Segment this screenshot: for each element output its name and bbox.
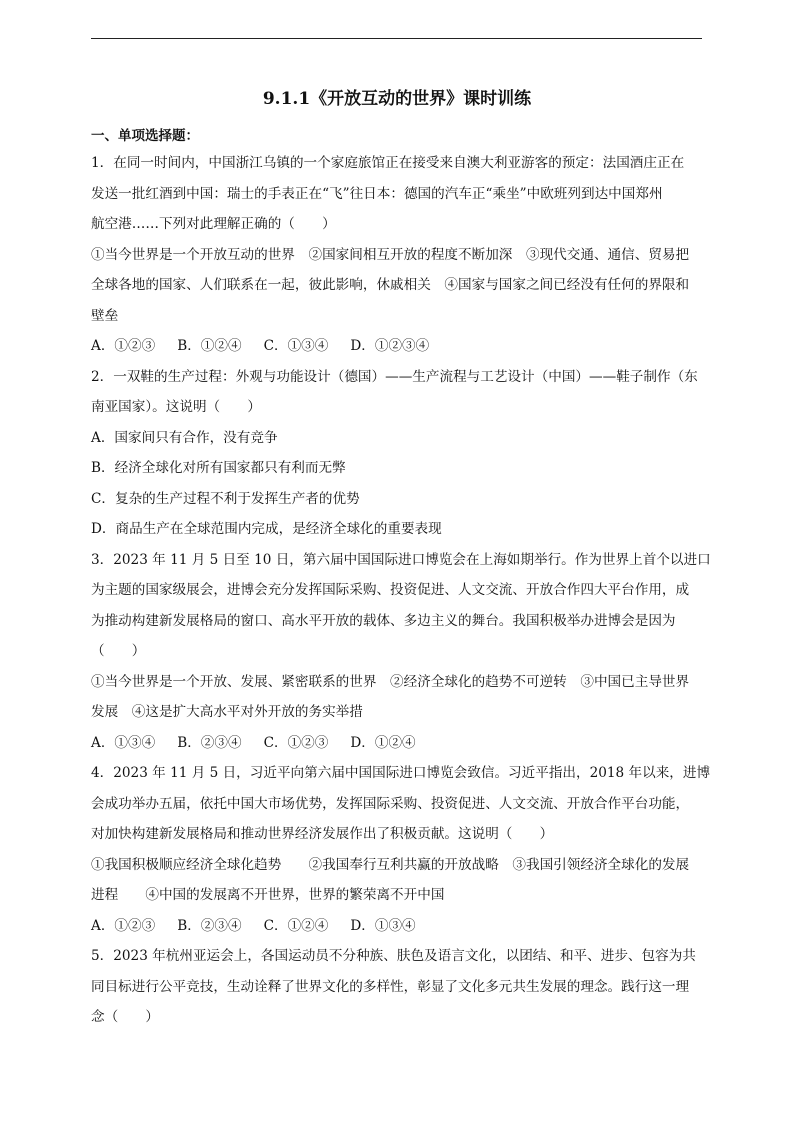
- option-c: C．①②③: [263, 734, 329, 751]
- question-line: 全球各地的国家、人们联系在一起，彼此影响，休戚相关 ④国家与国家之间已经没有任何的界限和: [91, 277, 690, 293]
- question-line: 发展 ④这是扩大高水平对外开放的务实举措: [91, 704, 363, 720]
- question-line: 2．一双鞋的生产过程：外观与功能设计（德国）——生产流程与工艺设计（中国）——鞋子制作（东: [91, 368, 698, 385]
- question-line: ①当今世界是一个开放、发展、紧密联系的世界 ②经济全球化的趋势不可逆转 ③中国已主导世界: [91, 673, 690, 690]
- question-line: 发送一批红酒到中国：瑞士的手表正在“飞”往日本：德国的汽车正“乘坐”中欧班列到达中国郑州: [91, 185, 663, 202]
- answer-options: [91, 728, 703, 759]
- option-d: D．①②④: [350, 734, 416, 751]
- question-1: [91, 148, 703, 362]
- question-line: 进程 ④中国的发展离不开世界，世界的繁荣离不开中国: [91, 887, 445, 903]
- option-d: D．①③④: [350, 917, 416, 934]
- question-line: 会成功举办五届，依托中国大市场优势，发挥国际采购、投资促进、人文交流、开放合作平台功能，: [91, 795, 690, 812]
- header-rule: [91, 38, 702, 39]
- page-title: 9.1.1《开放互动的世界》课时训练: [262, 89, 532, 109]
- option-a: A．①③④: [91, 734, 156, 751]
- option-d: D．①②③④: [350, 338, 430, 354]
- question-line: 航空港……下列对此理解正确的（ ）: [91, 216, 336, 232]
- option-a: A．①②③: [91, 338, 156, 354]
- question-line: 壁垒: [91, 307, 119, 324]
- option-b: B．①②④: [177, 338, 242, 354]
- question-5: [91, 941, 703, 1033]
- option-c: C．①②④: [263, 917, 329, 934]
- question-list: [91, 148, 711, 1033]
- option-b: B．②③④: [177, 917, 242, 934]
- option-c: C．①③④: [263, 338, 329, 354]
- question-line: 3．2023 年 11 月 5 日至 10 日，第六届中国国际进口博览会在上海如期举行。作为世界上首个以进口: [91, 551, 711, 568]
- question-line: 为推动构建新发展格局的窗口、高水平开放的载体、多边主义的舞台。我国积极举办进博会是因为: [91, 612, 676, 629]
- option-d: D．商品生产在全球范围内完成，是经济全球化的重要表现: [91, 521, 442, 537]
- answer-options: [91, 331, 703, 362]
- question-2: [91, 362, 703, 545]
- question-line: （ ）: [91, 643, 146, 659]
- question-line: 4．2023 年 11 月 5 日，习近平向第六届中国国际进口博览会致信。习近平指出，2018 年以来，进博: [91, 765, 711, 781]
- answer-options: [91, 911, 703, 942]
- question-line: 1．在同一时间内，中国浙江乌镇的一个家庭旅馆正在接受来自澳大利亚游客的预定：法国酒庄正在: [91, 155, 685, 171]
- question-line: 为主题的国家级展会，进博会充分发挥国际采购、投资促进、人文交流、开放合作四大平台作用，成: [91, 582, 690, 598]
- question-line: 对加快构建新发展格局和推动世界经济发展作出了积极贡献。这说明（ ）: [91, 826, 554, 842]
- question-line: 同目标进行公平竞技，生动诠释了世界文化的多样性，彰显了文化多元共生发展的理念。践行这一理: [91, 978, 690, 995]
- option-c: C．复杂的生产过程不利于发挥生产者的优势: [91, 490, 360, 507]
- question-line: 念（ ）: [91, 1009, 159, 1025]
- option-a: A．①②③: [91, 917, 156, 934]
- question-3: [91, 545, 711, 759]
- question-4: [91, 758, 711, 941]
- question-line: ①我国积极顺应经济全球化趋势 ②我国奉行互利共赢的开放战略 ③我国引领经济全球化的发展: [91, 856, 690, 873]
- option-b: B．经济全球化对所有国家都只有利而无弊: [91, 460, 346, 476]
- option-a: A．国家间只有合作，没有竞争: [91, 429, 278, 446]
- question-line: 5．2023 年杭州亚运会上，各国运动员不分种族、肤色及语言文化，以团结、和平、进步、包容为共: [91, 948, 696, 964]
- question-line: 南亚国家）。这说明（ ）: [91, 399, 261, 415]
- option-b: B．②③④: [177, 734, 242, 751]
- section-heading: 一、单项选择题：: [91, 128, 199, 144]
- question-line: ①当今世界是一个开放互动的世界 ②国家间相互开放的程度不断加深 ③现代交通、通信、贸易把: [91, 246, 690, 263]
